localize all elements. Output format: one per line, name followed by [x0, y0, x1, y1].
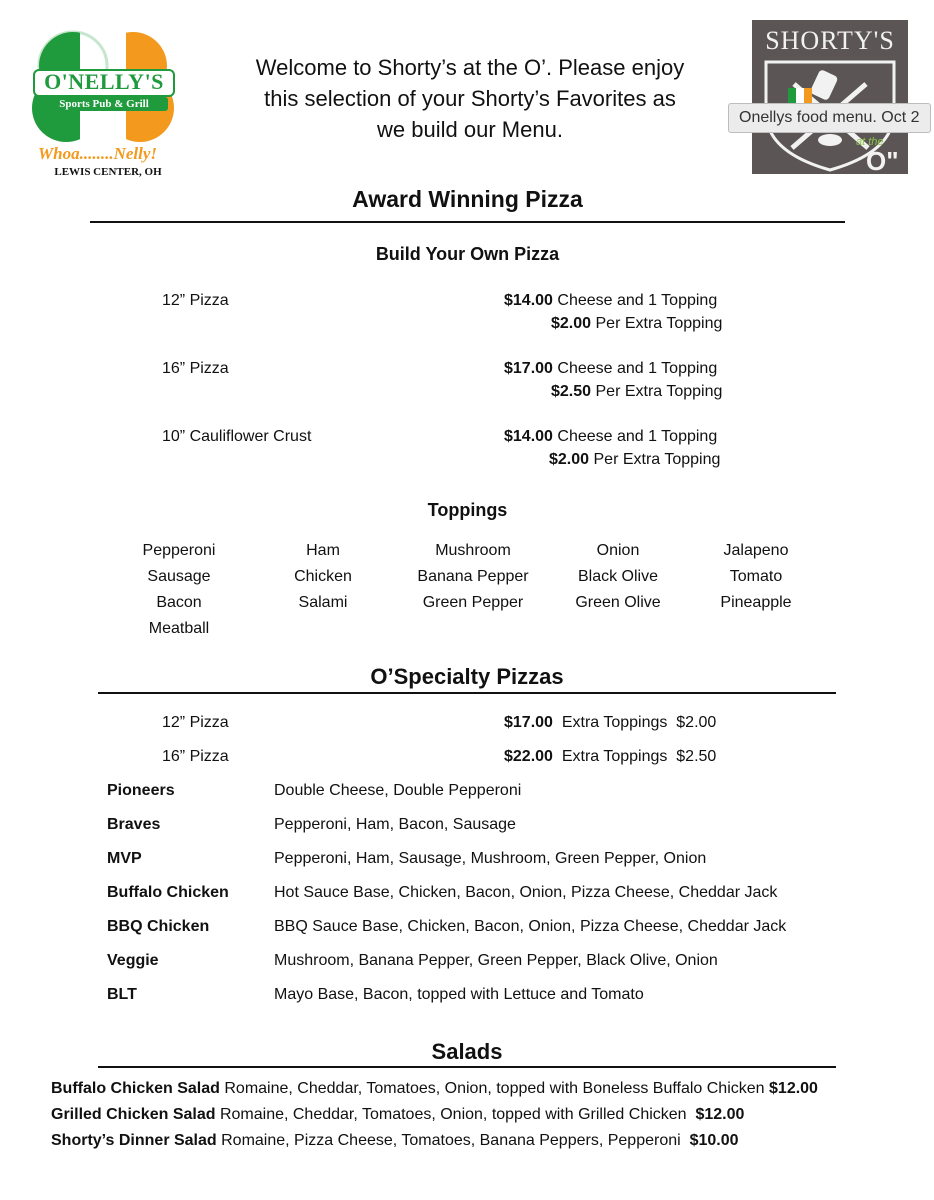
- build-size-label: 12” Pizza: [162, 292, 229, 309]
- specialty-name: BBQ Chicken: [107, 918, 210, 935]
- build-size-label: 10” Cauliflower Crust: [162, 428, 312, 445]
- image-tooltip: Onellys food menu. Oct 2: [728, 103, 931, 133]
- logo-slogan: Whoa........Nelly!: [38, 144, 157, 163]
- build-price: $14.00: [504, 428, 553, 445]
- logo-o: O": [866, 146, 899, 174]
- specialty-extra-price: $2.00: [676, 714, 717, 731]
- salad-price: $12.00: [695, 1106, 745, 1123]
- logo-tagline: Sports Pub & Grill: [59, 98, 149, 110]
- build-price: $17.00: [504, 360, 553, 377]
- build-extra-desc: Per Extra Topping: [595, 383, 723, 400]
- shortys-logo-title: SHORTY'S: [765, 26, 895, 55]
- salad-desc: Romaine, Cheddar, Tomatoes, Onion, topped with Grilled Chicken: [219, 1106, 687, 1123]
- build-extra-desc: Per Extra Topping: [595, 315, 723, 332]
- build-size-label: 16” Pizza: [162, 360, 229, 377]
- specialty-extra-label: Extra Toppings: [561, 748, 668, 765]
- specialty-name: Braves: [107, 816, 161, 833]
- topping-item: Pepperoni: [142, 542, 216, 559]
- build-price-line: [504, 292, 717, 310]
- salad-item: [51, 1080, 818, 1098]
- intro-line: this selection of your Shorty’s Favorites as: [264, 86, 676, 111]
- build-extra-price: $2.00: [551, 315, 592, 332]
- topping-item: Green Olive: [575, 594, 661, 611]
- topping-item: Tomato: [729, 568, 783, 585]
- topping-item: Jalapeno: [723, 542, 789, 559]
- specialty-name: Buffalo Chicken: [107, 884, 229, 901]
- topping-item: Green Pepper: [422, 594, 524, 611]
- build-price-line: [504, 428, 717, 446]
- specialty-extra-label: Extra Toppings: [561, 714, 668, 731]
- build-extra-price: $2.50: [551, 383, 592, 400]
- build-price-desc: Cheese and 1 Topping: [557, 360, 718, 377]
- salad-desc: Romaine, Pizza Cheese, Tomatoes, Banana Peppers, Pepperoni: [221, 1132, 681, 1149]
- topping-item: Bacon: [156, 594, 202, 611]
- salad-name: Shorty’s Dinner Salad: [51, 1132, 217, 1149]
- build-extra-line: [551, 383, 722, 401]
- build-price-desc: Cheese and 1 Topping: [557, 292, 718, 309]
- salad-price: $10.00: [689, 1132, 739, 1149]
- intro-line: we build our Menu.: [377, 117, 563, 142]
- salad-item: [51, 1132, 739, 1150]
- specialty-size-label: 16” Pizza: [162, 748, 229, 765]
- subsection-title-build: Build Your Own Pizza: [375, 244, 560, 264]
- specialty-desc: Pepperoni, Ham, Bacon, Sausage: [274, 816, 516, 833]
- topping-item: Black Olive: [577, 568, 659, 585]
- topping-item: Meatball: [148, 620, 210, 637]
- topping-item: Ham: [306, 542, 340, 559]
- logo-location: LEWIS CENTER, OH: [54, 166, 162, 178]
- specialty-desc: Mushroom, Banana Pepper, Green Pepper, Black Olive, Onion: [274, 952, 718, 969]
- specialty-desc: Mayo Base, Bacon, topped with Lettuce and Tomato: [274, 986, 644, 1003]
- logo-name: O'NELLY'S: [44, 69, 164, 94]
- specialty-name: Veggie: [107, 952, 159, 969]
- intro-line: Welcome to Shorty’s at the O’. Please enjoy: [255, 55, 685, 80]
- salad-name: Grilled Chicken Salad: [51, 1106, 216, 1123]
- build-price: $14.00: [504, 292, 553, 309]
- subsection-title-toppings: Toppings: [427, 500, 508, 520]
- welcome-intro: [230, 52, 710, 145]
- logo-at-the: at the: [856, 136, 884, 148]
- build-extra-desc: Per Extra Topping: [593, 451, 721, 468]
- shortys-logo: [752, 20, 908, 174]
- topping-item: Mushroom: [435, 542, 511, 559]
- section-title-salads: Salads: [431, 1039, 503, 1064]
- specialty-price-line: [504, 748, 716, 766]
- specialty-price: $17.00: [504, 714, 553, 731]
- build-extra-line: [549, 451, 720, 469]
- bottle-icon: [809, 69, 838, 101]
- build-extra-line: [551, 315, 722, 333]
- build-extra-price: $2.00: [549, 451, 590, 468]
- build-price-desc: Cheese and 1 Topping: [557, 428, 718, 445]
- specialty-price-line: [504, 714, 716, 732]
- divider: [98, 1066, 836, 1068]
- salad-name: Buffalo Chicken Salad: [51, 1080, 220, 1097]
- specialty-desc: Double Cheese, Double Pepperoni: [274, 782, 522, 799]
- topping-item: Banana Pepper: [417, 568, 529, 585]
- specialty-size-label: 12” Pizza: [162, 714, 229, 731]
- specialty-desc: Hot Sauce Base, Chicken, Bacon, Onion, Pizza Cheese, Cheddar Jack: [274, 884, 778, 901]
- section-title-specialty: O’Specialty Pizzas: [370, 664, 564, 689]
- topping-item: Sausage: [147, 568, 211, 585]
- specialty-desc: Pepperoni, Ham, Sausage, Mushroom, Green Pepper, Onion: [274, 850, 707, 867]
- topping-item: Chicken: [294, 568, 352, 585]
- specialty-name: MVP: [107, 850, 142, 867]
- divider: [98, 692, 836, 694]
- specialty-name: Pioneers: [107, 782, 175, 799]
- topping-item: Salami: [298, 594, 348, 611]
- specialty-name: BLT: [107, 986, 137, 1003]
- build-price-line: [504, 360, 717, 378]
- salad-desc: Romaine, Cheddar, Tomatoes, Onion, topped with Boneless Buffalo Chicken: [224, 1080, 765, 1097]
- topping-item: Onion: [596, 542, 640, 559]
- section-title-pizza: Award Winning Pizza: [352, 186, 583, 212]
- topping-item: Pineapple: [720, 594, 792, 611]
- specialty-desc: BBQ Sauce Base, Chicken, Bacon, Onion, Pizza Cheese, Cheddar Jack: [274, 918, 787, 935]
- salad-price: $12.00: [769, 1080, 818, 1097]
- divider: [90, 221, 845, 223]
- specialty-price: $22.00: [504, 748, 553, 765]
- salad-item: [51, 1106, 744, 1124]
- specialty-extra-price: $2.50: [676, 748, 717, 765]
- onellys-logo: [18, 18, 188, 183]
